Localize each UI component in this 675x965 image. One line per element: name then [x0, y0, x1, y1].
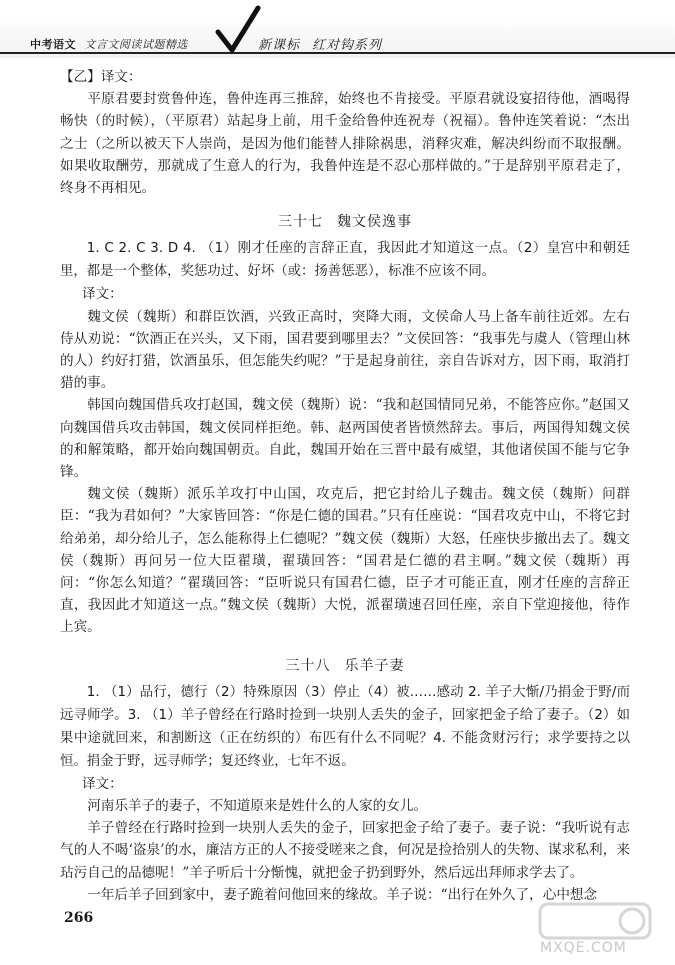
series-title-left [30, 36, 188, 52]
series-name: 中考语文 [30, 38, 76, 51]
section-38-paragraph: 一年后羊子回到家中，妻子跪着问他回来的缘故。羊子说：“出行在外久了，心中想念 [87, 886, 598, 903]
checkmark-logo-icon [214, 4, 262, 56]
page-header [0, 0, 675, 62]
section-37-answers: 1. C 2. C 3. D 4. （1）刚才任座的言辞正直，我因此才知道这一点。（2）皇宫中和朝廷里，都是一个整体，奖惩功过、好坏（或：扬善惩恶），标准不应该不同。 [60, 241, 630, 280]
section-38-paragraph: 河南乐羊子的妻子，不知道原来是姓什么的人家的女儿。 [87, 798, 428, 815]
section-37-title: 魏文侯逸事 [337, 214, 412, 231]
section-37-paragraph: 韩国向魏国借兵攻打赵国，魏文侯（魏斯）说：“我和赵国情同兄弟，不能答应你。”赵国又向魏国借兵攻击韩国，魏文侯同样拒绝。韩、赵两国使者皆愤然辞去。事后，两国得知魏文侯的和解策略，都开始向魏国朝贡。自此，魏国开始在三晋中最有威望，其他诸侯国不能与它争锋。 [60, 397, 630, 481]
intro-paragraph: 平原君要封赏鲁仲连，鲁仲连再三推辞，始终也不肯接受。平原君就设宴招待他，酒喝得畅快（的时候），（平原君）站起身上前，用千金给鲁仲连祝寿（祝福）。鲁仲连笑着说：“杰出之士（之所以被天下人崇尚，是因为他们能替人排除祸患，消释灾难，解决纠纷而不取报酬。如果收取酬劳，那就成了生意人的行为，我鲁仲连是不忍心那样做的。”于是辞别平原君走了，终身不再相见。 [60, 91, 630, 197]
section-37-heading [60, 211, 630, 233]
section-37-number: 三十七 [278, 214, 323, 231]
section-37-paragraph: 魏文侯（魏斯）和群臣饮酒，兴致正高时，突降大雨，文侯命人马上备车前往近郊。左右侍从劝说：“饮酒正在兴头，又下雨，国君要到哪里去？”文侯回答：“我事先与虞人（管理山林的人）约好打猎，饮酒虽乐，但怎能失约呢？”于是起身前往，亲自告诉对方，因下雨，取消打猎的事。 [60, 308, 630, 392]
series-tag-curriculum: 新课标 [258, 38, 301, 53]
section-38-title: 乐羊子妻 [344, 657, 405, 674]
section-37-translation-label: 译文： [82, 286, 123, 303]
watermark-text: MXQE.COM [540, 940, 627, 956]
section-37-paragraph: 魏文侯（魏斯）派乐羊攻打中山国，攻克后，把它封给儿子魏击。魏文侯（魏斯）问群臣：“我为君如何？”大家皆回答：“你是仁德的国君。”只有任座说：“国君攻克中山，不将它封给弟弟，却分给儿子，怎么能称得上仁德呢？”魏文侯（魏斯）大怒，任座快步撤出去了。魏文侯（魏斯）再问另一位大臣翟璜，翟璜回答：“国君是仁德的君主啊。”魏文侯（魏斯）再问：“你怎么知道？”翟璜回答：“臣听说只有国君仁德，臣子才可能正直，刚才任座的言辞正直，我因此才知道这一点。”魏文侯（魏斯）大悦，派翟璜速召回任座，亲自下堂迎接他，待作上宾。 [60, 486, 630, 636]
page-number: 266 [64, 910, 94, 926]
section-38-paragraph: 羊子曾经在行路时捡到一块别人丢失的金子，回家把金子给了妻子。妻子说：“我听说有志气的人不喝‘盗泉’的水，廉洁方正的人不接受嗟来之食，何况是捡拾别人的失物、谋求私利，来玷污自己的品德呢！”羊子听后十分惭愧，就把金子扔到野外，然后远出拜师求学去了。 [60, 820, 630, 881]
intro-label: 【乙】译文： [60, 69, 142, 85]
section-38-translation-label: 译文： [82, 775, 123, 792]
series-subtitle: 文言文阅读试题精选 [84, 38, 188, 51]
section-38-answers: 1. （1）品行，德行（2）特殊原因（3）停止（4）被……感动 2. 羊子大惭/乃捐金于野/而远寻师学。3. （1）羊子曾经在行路时捡到一块别人丢失的金子，回家把金子给了妻子。（2）如果中途就回来，和割断这（正在纺织的）布匹有什么不同呢？4. 不能贪财污行；求学要持之以恒。捐金于野，远寻师学；复还终业，七年不返。 [60, 684, 630, 769]
series-title-right [258, 34, 382, 53]
page-content [60, 66, 630, 906]
series-tag-brand: 红对钩系列 [312, 38, 383, 53]
section-38-number: 三十八 [285, 657, 331, 674]
section-38-heading [60, 655, 630, 677]
